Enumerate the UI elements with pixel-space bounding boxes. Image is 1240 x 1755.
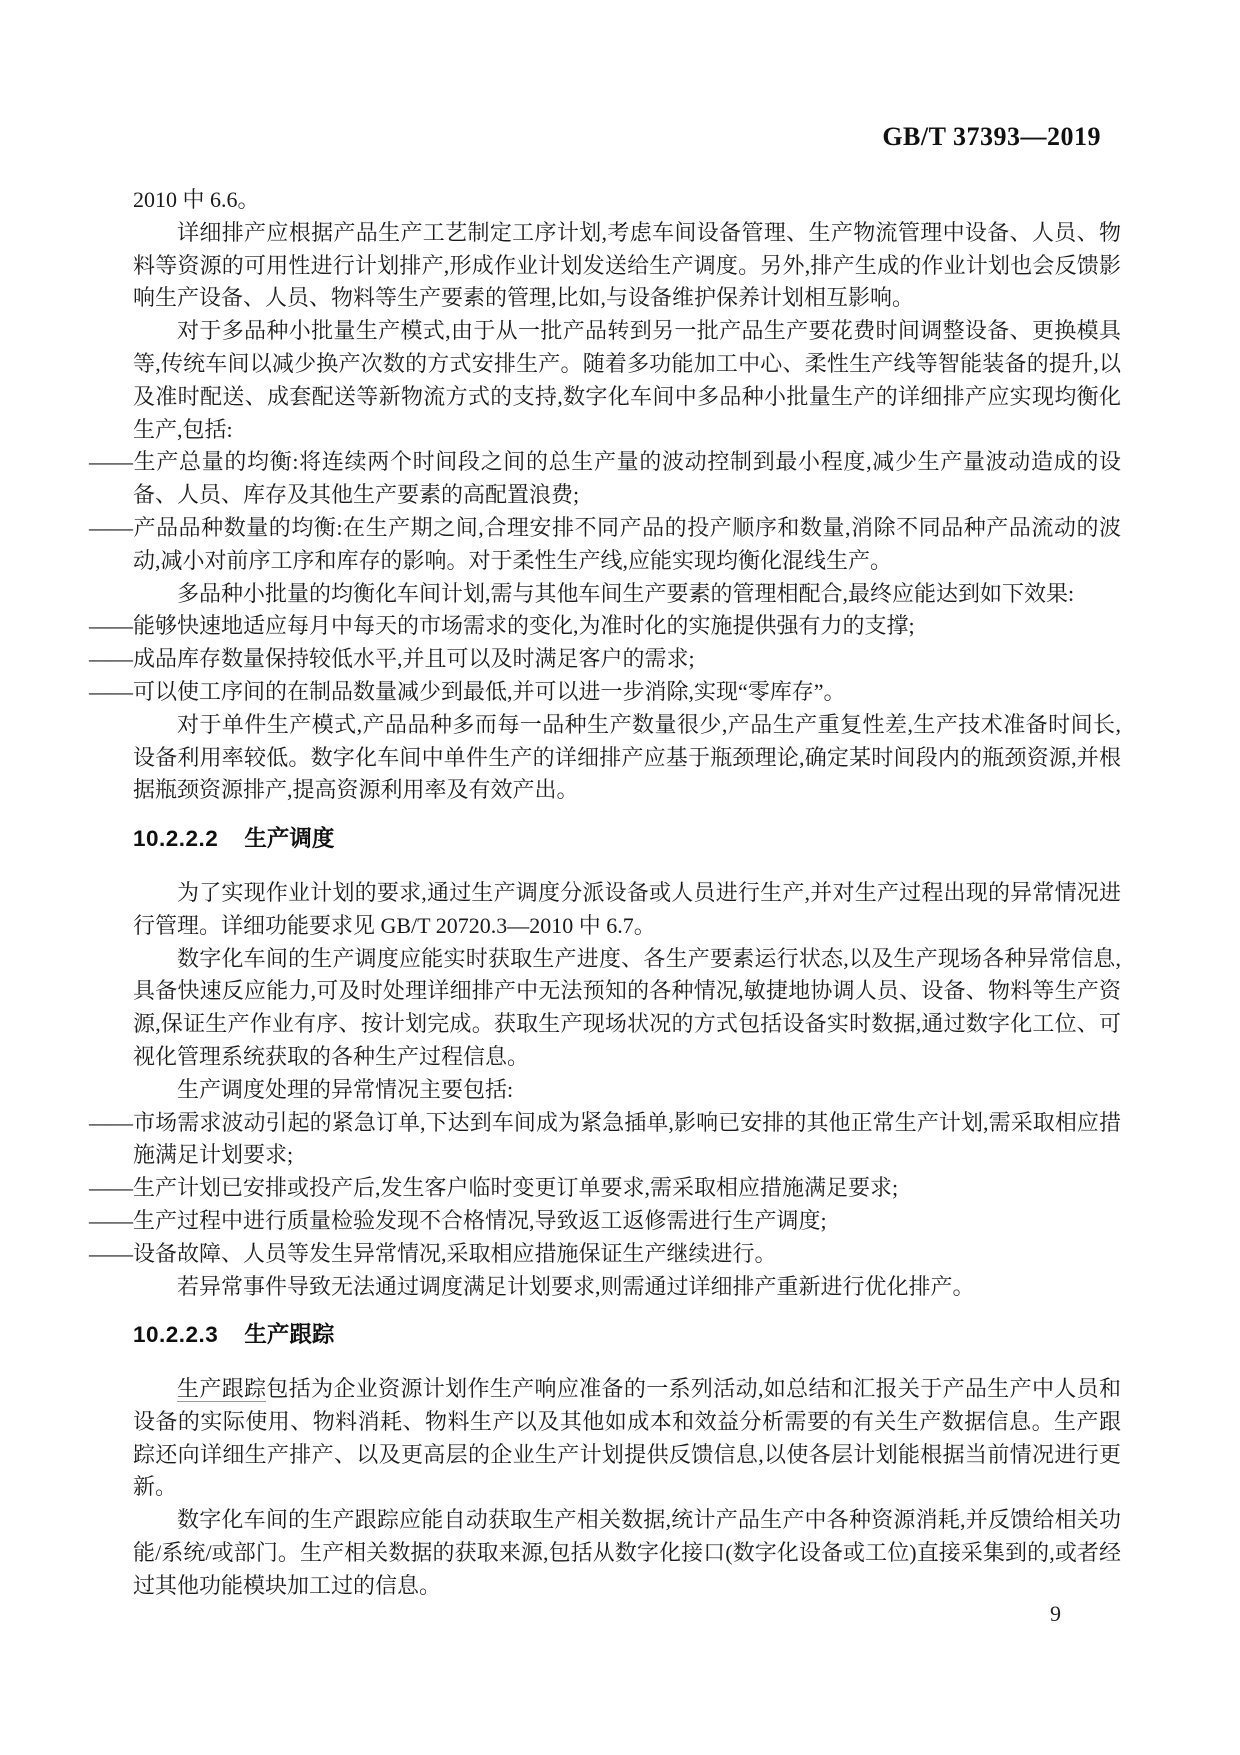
list-dash: —— — [89, 1207, 133, 1233]
list-item-text: 产品品种数量的均衡:在生产期之间,合理安排不同产品的投产顺序和数量,消除不同品种产品流动的波动,减小对前序工序和库存的影响。对于柔性生产线,应能实现均衡化混线生产。 — [133, 514, 1121, 573]
section-number: 10.2.2.3 — [133, 1322, 219, 1348]
list-item — [89, 446, 1121, 512]
list-item-text: 设备故障、人员等发生异常情况,采取相应措施保证生产继续进行。 — [133, 1240, 777, 1266]
list-dash: —— — [89, 514, 133, 540]
page-header — [133, 122, 1101, 152]
list-dash: —— — [89, 449, 133, 475]
body-line: 2010 中 6.6。 — [133, 187, 260, 212]
section-heading — [133, 823, 1121, 856]
section-title: 生产调度 — [244, 826, 335, 852]
list-item — [89, 1205, 1121, 1238]
list-item-text: 生产总量的均衡:将连续两个时间段之间的总生产量的波动控制到最小程度,减少生产量波动造成的设备、人员、库存及其他生产要素的高配置浪费; — [133, 449, 1121, 508]
list-item-text: 生产过程中进行质量检验发现不合格情况,导致返工返修需进行生产调度; — [133, 1207, 827, 1233]
page-footer — [1050, 1601, 1061, 1627]
list-dash: —— — [89, 1240, 133, 1266]
section-heading — [133, 1319, 1121, 1352]
paragraph-text: 包括为企业资源计划作生产响应准备的一系列活动,如总结和汇报关于产品生产中人员和设备的实际使用、物料消耗、物料生产以及其他如成本和效益分析需要的有关生产数据信息。生产跟踪还向详细生产排产、以及更高层的企业生产计划提供反馈信息,以使各层计划能根据当前情况进行更新。 — [133, 1376, 1121, 1500]
list-item — [89, 1107, 1121, 1173]
list-item-text: 市场需求波动引起的紧急订单,下达到车间成为紧急插单,影响已安排的其他正常生产计划,需采取相应措施满足计划要求; — [133, 1109, 1121, 1168]
standard-number: GB/T 37393—2019 — [882, 122, 1101, 151]
paragraph — [133, 1373, 1121, 1504]
paragraph: 为了实现作业计划的要求,通过生产调度分派设备或人员进行生产,并对生产过程出现的异常情况进行管理。详细功能要求见 GB/T 20720.3—2010 中 6.7。 — [133, 879, 1121, 938]
list-item — [89, 1238, 1121, 1271]
list-dash: —— — [89, 613, 133, 639]
paragraph: 生产调度处理的异常情况主要包括: — [177, 1076, 514, 1102]
list-item-text: 成品库存数量保持较低水平,并且可以及时满足客户的需求; — [133, 646, 695, 672]
section-number: 10.2.2.2 — [133, 826, 219, 852]
list-dash: —— — [89, 678, 133, 704]
list-item — [89, 1172, 1121, 1205]
paragraph: 数字化车间的生产调度应能实时获取生产进度、各生产要素运行状态,以及生产现场各种异常信息,具备快速反应能力,可及时处理详细排产中无法预知的各种情况,敏捷地协调人员、设备、物料等生产资源,保证生产作业有序、按计划完成。获取生产现场状况的方式包括设备实时数据,通过数字化工位、可视化管理系统获取的各种生产过程信息。 — [133, 945, 1121, 1069]
paragraph: 详细排产应根据产品生产工艺制定工序计划,考虑车间设备管理、生产物流管理中设备、人员、物料等资源的可用性进行计划排产,形成作业计划发送给生产调度。另外,排产生成的作业计划也会反馈影响生产设备、人员、物料等生产要素的管理,比如,与设备维护保养计划相互影响。 — [133, 219, 1121, 311]
paragraph: 对于多品种小批量生产模式,由于从一批产品转到另一批产品生产要花费时间调整设备、更换模具等,传统车间以减少换产次数的方式安排生产。随着多功能加工中心、柔性生产线等智能装备的提升,以及准时配送、成套配送等新物流方式的支持,数字化车间中多品种小批量生产的详细排产应实现均衡化生产,包括: — [133, 318, 1121, 442]
list-item — [89, 512, 1121, 578]
list-dash: —— — [89, 1175, 133, 1201]
document-body — [89, 184, 1121, 1603]
list-item-text: 可以使工序间的在制品数量减少到最低,并可以进一步消除,实现“零库存”。 — [133, 678, 846, 704]
list-dash: —— — [89, 646, 133, 672]
list-item-text: 生产计划已安排或投产后,发生客户临时变更订单要求,需采取相应措施满足要求; — [133, 1175, 899, 1201]
page-number: 9 — [1050, 1601, 1061, 1626]
list-item — [89, 676, 1121, 709]
list-item — [89, 610, 1121, 643]
list-item — [89, 643, 1121, 676]
underlined-term: 生产跟踪 — [177, 1376, 267, 1402]
list-item-text: 能够快速地适应每月中每天的市场需求的变化,为准时化的实施提供强有力的支撑; — [133, 613, 915, 639]
section-title: 生产跟踪 — [244, 1322, 335, 1348]
paragraph: 多品种小批量的均衡化车间计划,需与其他车间生产要素的管理相配合,最终应能达到如下效果: — [177, 580, 1075, 606]
paragraph: 对于单件生产模式,产品品种多而每一品种生产数量很少,产品生产重复性差,生产技术准备时间长,设备利用率较低。数字化车间中单件生产的详细排产应基于瓶颈理论,确定某时间段内的瓶颈资源,并根据瓶颈资源排产,提高资源利用率及有效产出。 — [133, 711, 1121, 803]
paragraph: 数字化车间的生产跟踪应能自动获取生产相关数据,统计产品生产中各种资源消耗,并反馈给相关功能/系统/或部门。生产相关数据的获取来源,包括从数字化接口(数字化设备或工位)直接采集到的,或者经过其他功能模块加工过的信息。 — [133, 1507, 1121, 1598]
paragraph: 若异常事件导致无法通过调度满足计划要求,则需通过详细排产重新进行优化排产。 — [177, 1273, 975, 1299]
list-dash: —— — [89, 1109, 133, 1135]
